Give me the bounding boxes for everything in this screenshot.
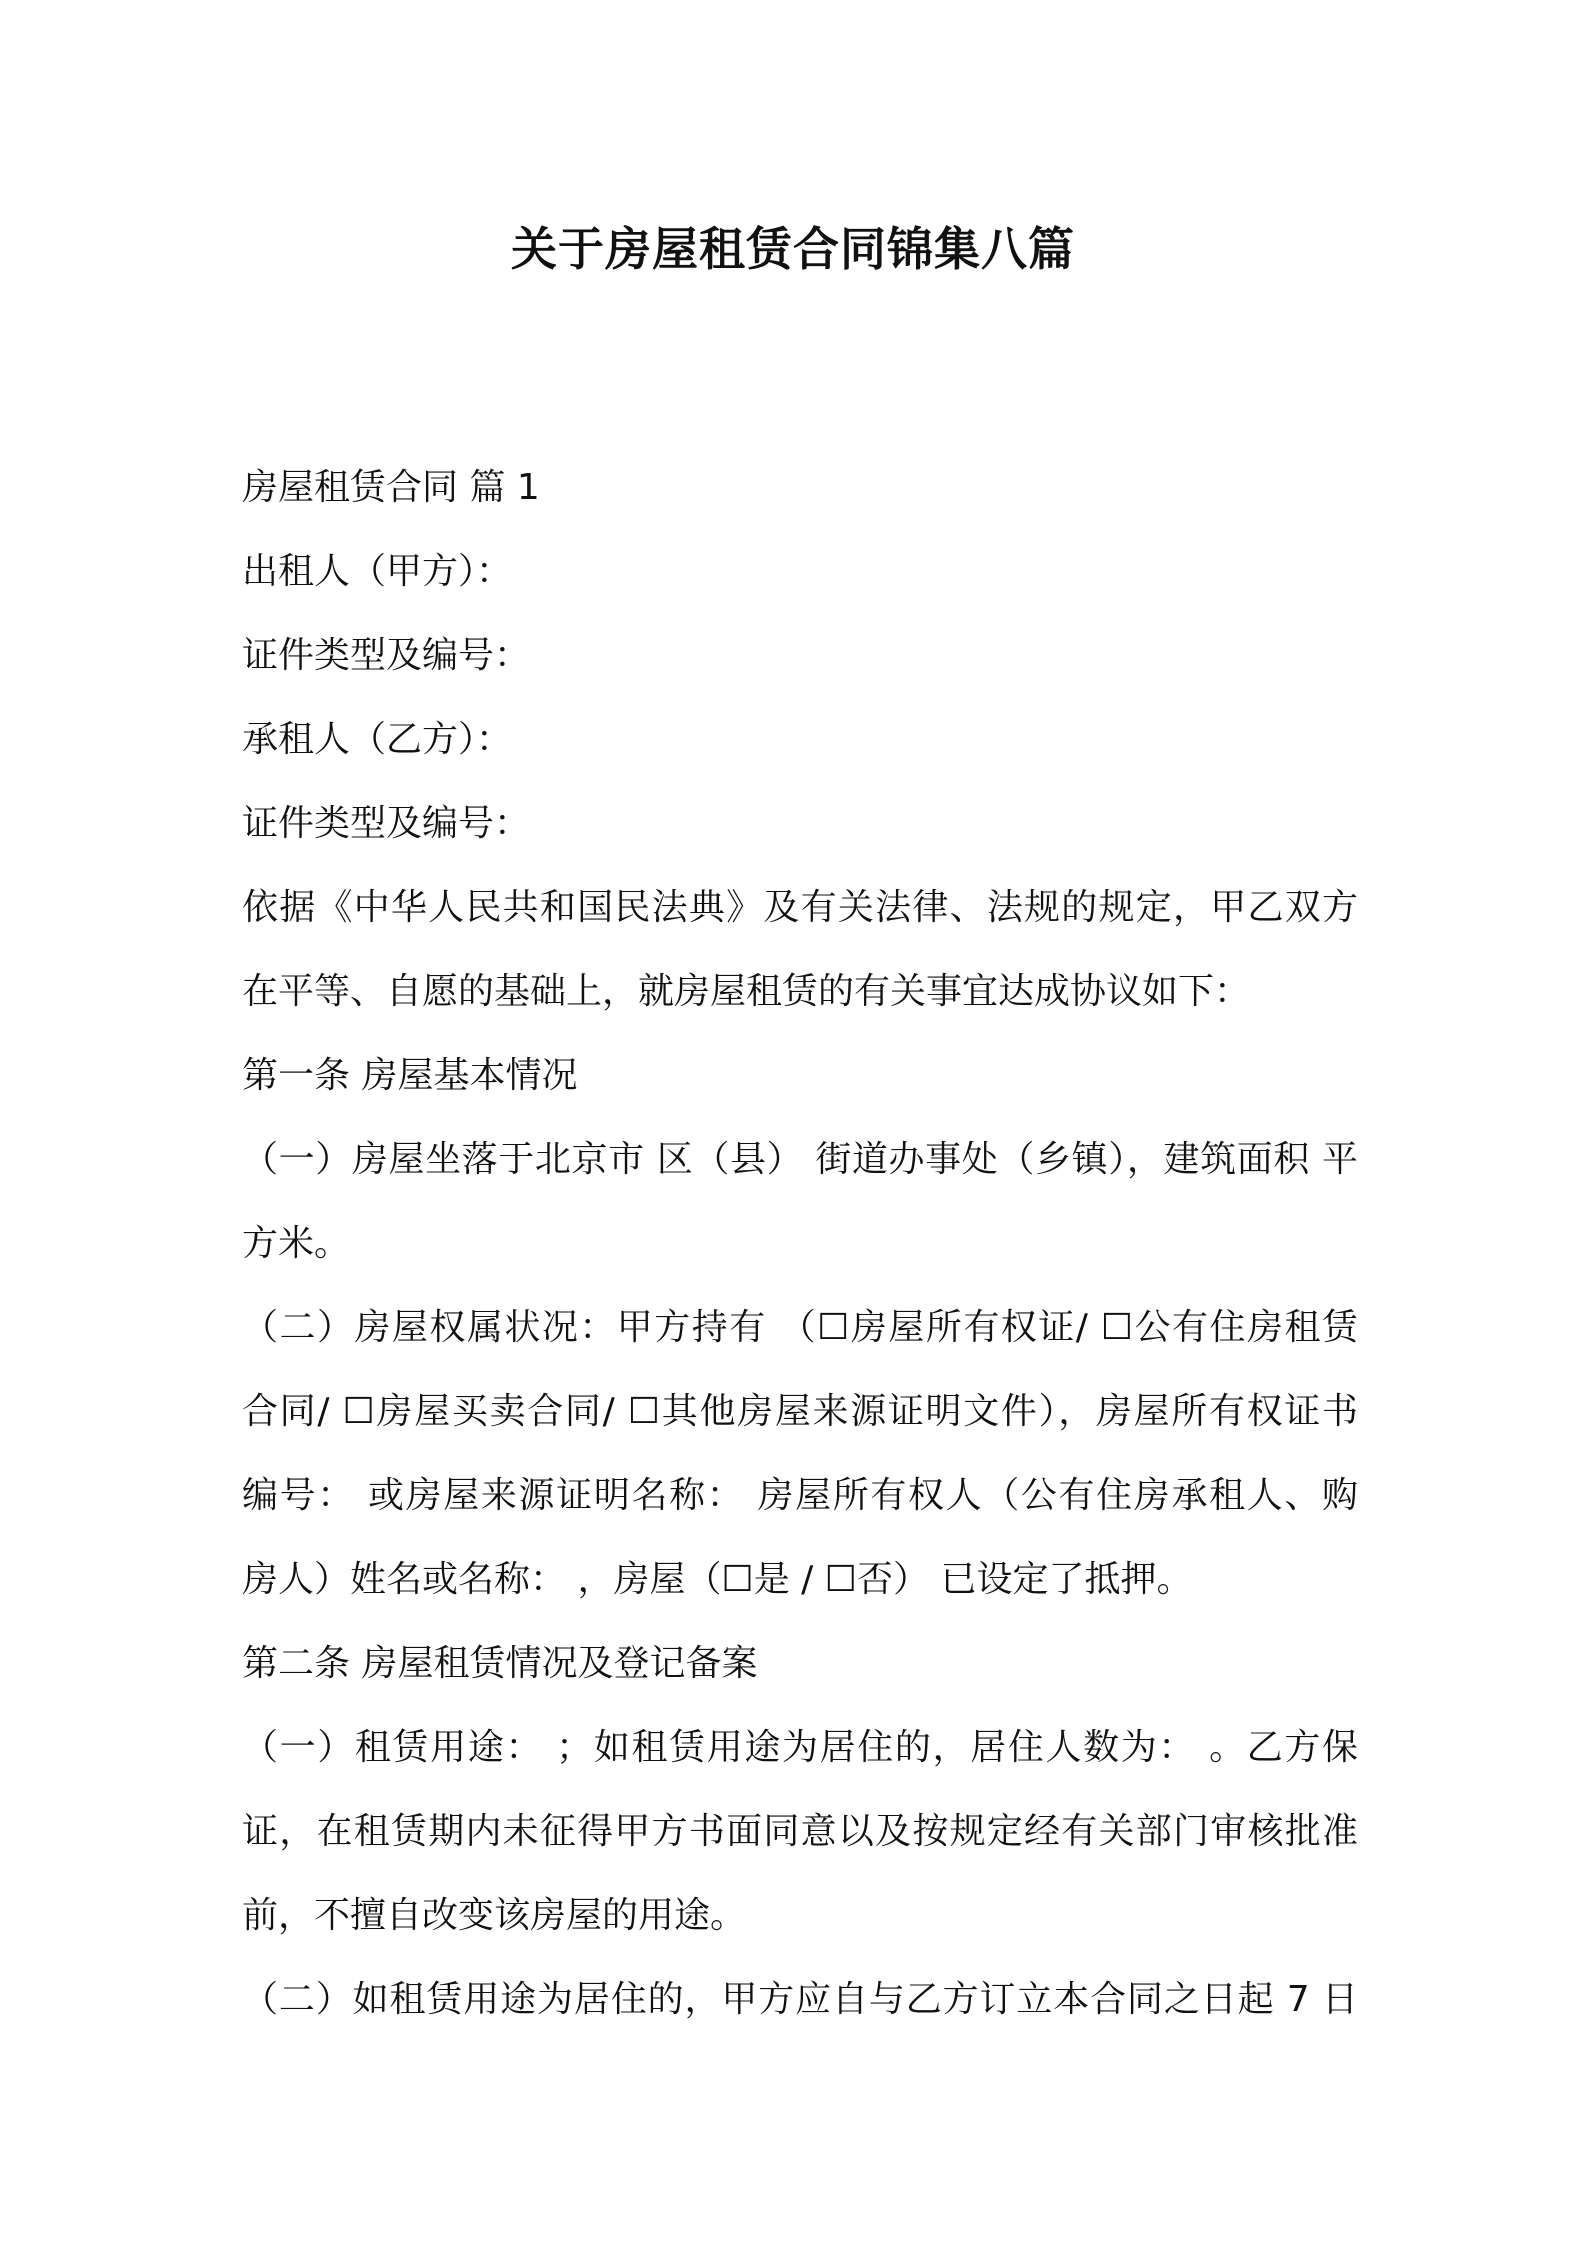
paragraph-line: 依据《中华人民共和国民法典》及有关法律、法规的规定，甲乙双方 (242, 887, 1358, 928)
lessor-id-field: 证件类型及编号： (242, 635, 531, 676)
paragraph-line: 合同/ ☐房屋买卖合同/ ☐其他房屋来源证明文件），房屋所有权证书 (242, 1391, 1358, 1432)
article-heading: 第一条 房屋基本情况 (242, 1055, 578, 1096)
article-heading: 第二条 房屋租赁情况及登记备案 (242, 1643, 758, 1684)
lessor-field: 出租人（甲方）： (242, 551, 513, 592)
paragraph-line: （一）租赁用途： ；如租赁用途为居住的，居住人数为： 。乙方保 (242, 1727, 1358, 1768)
paragraph-line: 证，在租赁期内未征得甲方书面同意以及按规定经有关部门审核批准 (242, 1811, 1358, 1852)
paragraph-line: （二）房屋权属状况：甲方持有 （☐房屋所有权证/ ☐公有住房租赁 (242, 1307, 1358, 1348)
paragraph-line: 编号： 或房屋来源证明名称： 房屋所有权人（公有住房承租人、购 (242, 1475, 1358, 1516)
document-title: 关于房屋租赁合同锦集八篇 (511, 222, 1075, 276)
paragraph-line: 在平等、自愿的基础上，就房屋租赁的有关事宜达成协议如下： (242, 971, 1251, 1012)
lessee-field: 承租人（乙方）： (242, 719, 513, 760)
paragraph-line: 方米。 (242, 1223, 351, 1264)
lessee-id-field: 证件类型及编号： (242, 803, 531, 844)
paragraph-line: （二）如租赁用途为居住的，甲方应自与乙方订立本合同之日起 7 日 (242, 1979, 1358, 2020)
document-body (242, 446, 1358, 2042)
paragraph-line: 前，不擅自改变该房屋的用途。 (242, 1895, 747, 1936)
paragraph-line: （一）房屋坐落于北京市 区（县） 街道办事处（乡镇），建筑面积 平 (242, 1139, 1358, 1180)
section-heading: 房屋租赁合同 篇 1 (242, 467, 540, 508)
paragraph-line: 房人）姓名或名称： ，房屋（☐是 / ☐否） 已设定了抵押。 (242, 1559, 1193, 1600)
